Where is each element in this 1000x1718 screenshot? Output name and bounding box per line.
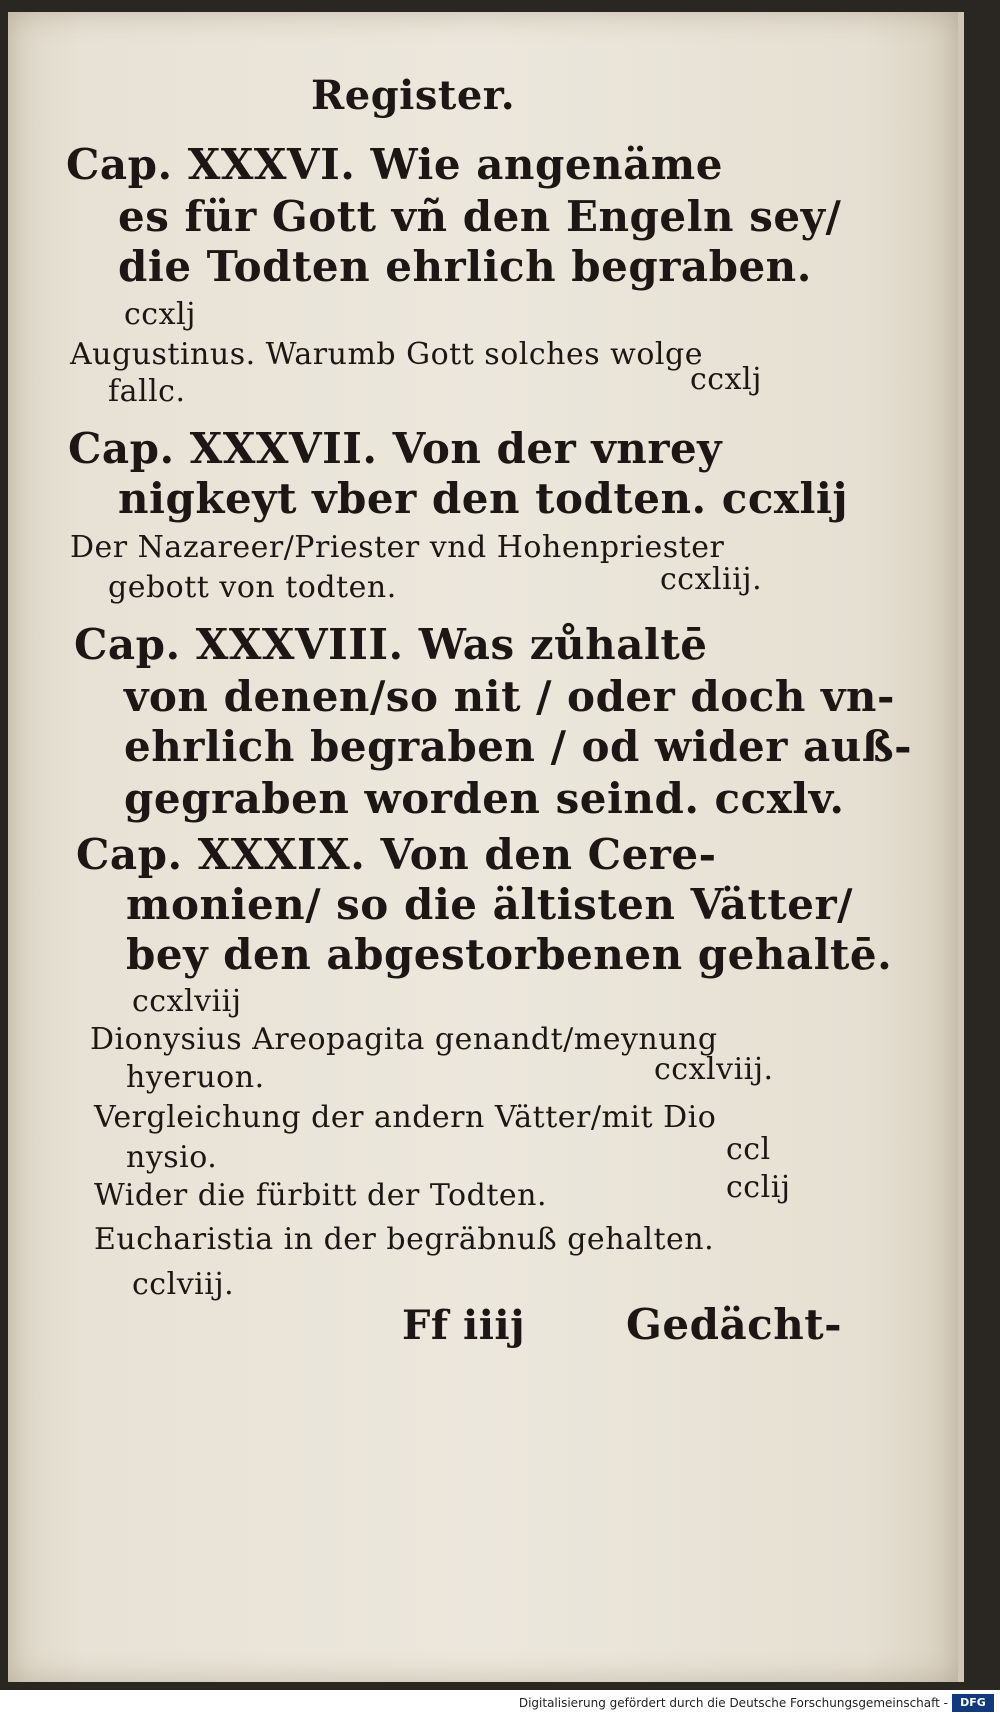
vergleichung-entry-line-1: Vergleichung der andern Vätter/mit Dio [94, 1100, 717, 1135]
chapter-36-folio: ccxlj [124, 297, 196, 332]
augustinus-entry-folio: ccxlj [690, 362, 762, 397]
augustinus-entry-line-1: Augustinus. Warumb Gott solches wolge [70, 337, 703, 372]
dionysius-entry-line-2: hyeruon. [126, 1060, 265, 1095]
nazareer-entry-folio: ccxliij. [660, 562, 763, 597]
chapter-38-line-3: ehrlich begraben / od wider auß- [124, 722, 913, 771]
page-heading: Register. [311, 72, 516, 119]
chapter-37-title: Cap. XXXVII. Von der vnrey [68, 424, 723, 473]
nazareer-entry-line-2: gebott von todten. [108, 570, 397, 605]
eucharistia-entry-line-1: Eucharistia in der begräbnuß gehalten. [94, 1222, 715, 1257]
chapter-39-line-3: bey den abgestorbenen gehaltē. [126, 930, 893, 979]
book-page [8, 12, 964, 1682]
augustinus-entry-line-2: fallc. [108, 374, 186, 409]
chapter-36-title: Cap. XXXVI. Wie angenäme [66, 140, 723, 189]
nazareer-entry-line-1: Der Nazareer/Priester vnd Hohenpriester [70, 530, 725, 565]
chapter-39-title: Cap. XXXIX. Von den Cere- [76, 830, 717, 879]
chapter-38-line-4: gegraben worden seind. ccxlv. [124, 774, 845, 823]
chapter-36-line-2: es für Gott vñ den Engeln sey/ [118, 192, 842, 241]
dionysius-entry-folio: ccxlviij. [654, 1052, 774, 1087]
dfg-logo: DFG [952, 1694, 994, 1712]
digitization-footer [0, 1690, 1000, 1718]
funding-credit: Digitalisierung gefördert durch die Deutsche Forschungsgemeinschaft - [518, 1696, 948, 1710]
vergleichung-entry-line-2: nysio. [126, 1140, 218, 1175]
chapter-39-folio: ccxlviij [132, 984, 242, 1019]
eucharistia-entry-line-2: cclviij. [132, 1267, 235, 1302]
signature-mark: Ff iiij [402, 1302, 526, 1349]
wider-entry-folio: cclij [726, 1170, 791, 1205]
catchword: Gedächt- [626, 1300, 843, 1349]
chapter-38-title: Cap. XXXVIII. Was zůhaltē [74, 620, 708, 669]
dionysius-entry-line-1: Dionysius Areopagita genandt/meynung [90, 1022, 718, 1057]
chapter-36-line-3: die Todten ehrlich begraben. [118, 242, 812, 291]
chapter-38-line-2: von denen/so nit / oder doch vn- [124, 672, 895, 721]
chapter-37-line-2: nigkeyt vber den todten. ccxlij [118, 474, 849, 523]
wider-entry-line-1: Wider die fürbitt der Todten. [94, 1178, 547, 1213]
chapter-39-line-2: monien/ so die ältisten Vätter/ [126, 880, 853, 929]
vergleichung-entry-folio: ccl [726, 1132, 771, 1167]
